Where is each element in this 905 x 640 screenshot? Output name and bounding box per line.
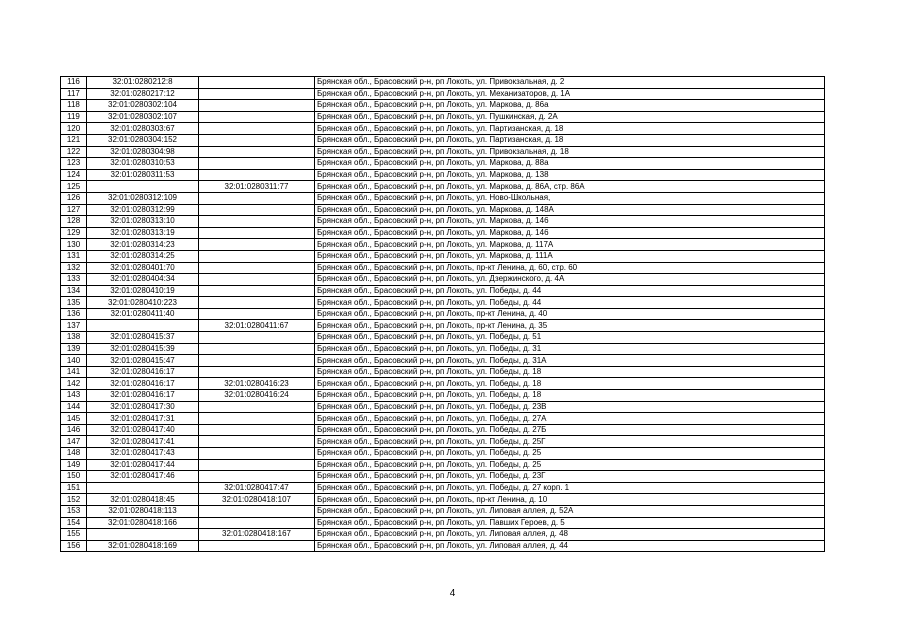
row-number-cell: 149 [61,459,87,471]
table-body [61,77,825,552]
address-cell: Брянская обл., Брасовский р-н, рп Локоть, ул. Победы, д. 18 [315,366,825,378]
row-number-cell: 126 [61,192,87,204]
table-row [61,366,825,378]
cadastral-number-cell: 32:01:0280314:23 [87,239,199,251]
address-cell: Брянская обл., Брасовский р-н, рп Локоть, ул. Маркова, д. 111А [315,250,825,262]
linked-cadastral-number-cell: 32:01:0280418:167 [199,529,315,541]
cadastral-number-cell: 32:01:0280304:98 [87,146,199,158]
cadastral-table [60,76,825,552]
cadastral-number-cell: 32:01:0280416:17 [87,378,199,390]
row-number-cell: 155 [61,529,87,541]
table-row [61,227,825,239]
cadastral-number-cell: 32:01:0280418:113 [87,505,199,517]
cadastral-number-cell: 32:01:0280417:43 [87,448,199,460]
address-cell: Брянская обл., Брасовский р-н, рп Локоть, ул. Победы, д. 27 корп. 1 [315,482,825,494]
address-cell: Брянская обл., Брасовский р-н, рп Локоть, ул. Победы, д. 25 [315,459,825,471]
linked-cadastral-number-cell [199,216,315,228]
table-row [61,529,825,541]
row-number-cell: 139 [61,343,87,355]
linked-cadastral-number-cell [199,146,315,158]
table-row [61,262,825,274]
table-row [61,158,825,170]
address-cell: Брянская обл., Брасовский р-н, рп Локоть, ул. Маркова, д. 146 [315,216,825,228]
linked-cadastral-number-cell [199,343,315,355]
linked-cadastral-number-cell: 32:01:0280417:47 [199,482,315,494]
address-cell: Брянская обл., Брасовский р-н, рп Локоть, ул. Маркова, д. 86А, стр. 86А [315,181,825,193]
cadastral-number-cell: 32:01:0280411:40 [87,308,199,320]
cadastral-number-cell: 32:01:0280312:99 [87,204,199,216]
table-row [61,424,825,436]
row-number-cell: 121 [61,134,87,146]
table-row [61,146,825,158]
linked-cadastral-number-cell [199,285,315,297]
linked-cadastral-number-cell [199,540,315,552]
address-cell: Брянская обл., Брасовский р-н, рп Локоть, ул. Победы, д. 23В [315,401,825,413]
address-cell: Брянская обл., Брасовский р-н, рп Локоть, ул. Победы, д. 18 [315,378,825,390]
table-row [61,517,825,529]
cadastral-number-cell: 32:01:0280417:41 [87,436,199,448]
cadastral-number-cell: 32:01:0280415:39 [87,343,199,355]
address-cell: Брянская обл., Брасовский р-н, рп Локоть, ул. Дзержинского, д. 4А [315,274,825,286]
row-number-cell: 135 [61,297,87,309]
table-row [61,77,825,89]
address-cell: Брянская обл., Брасовский р-н, рп Локоть, ул. Маркова, д. 86а [315,100,825,112]
address-cell: Брянская обл., Брасовский р-н, рп Локоть, ул. Липовая аллея, д. 48 [315,529,825,541]
cadastral-number-cell: 32:01:0280415:37 [87,332,199,344]
address-cell: Брянская обл., Брасовский р-н, рп Локоть, ул. Победы, д. 44 [315,285,825,297]
linked-cadastral-number-cell [199,505,315,517]
row-number-cell: 138 [61,332,87,344]
linked-cadastral-number-cell: 32:01:0280418:107 [199,494,315,506]
linked-cadastral-number-cell: 32:01:0280416:24 [199,390,315,402]
table-row [61,378,825,390]
linked-cadastral-number-cell [199,239,315,251]
cadastral-number-cell: 32:01:0280410:19 [87,285,199,297]
cadastral-number-cell: 32:01:0280312:109 [87,192,199,204]
row-number-cell: 124 [61,169,87,181]
table-row [61,482,825,494]
address-cell: Брянская обл., Брасовский р-н, рп Локоть, ул. Победы, д. 27Б [315,424,825,436]
row-number-cell: 153 [61,505,87,517]
linked-cadastral-number-cell [199,111,315,123]
linked-cadastral-number-cell: 32:01:0280411:67 [199,320,315,332]
cadastral-number-cell: 32:01:0280304:152 [87,134,199,146]
linked-cadastral-number-cell [199,297,315,309]
address-cell: Брянская обл., Брасовский р-н, рп Локоть, пр-кт Ленина, д. 35 [315,320,825,332]
address-cell: Брянская обл., Брасовский р-н, рп Локоть, ул. Победы, д. 31А [315,355,825,367]
row-number-cell: 152 [61,494,87,506]
table-row [61,390,825,402]
linked-cadastral-number-cell [199,204,315,216]
cadastral-number-cell [87,320,199,332]
linked-cadastral-number-cell: 32:01:0280416:23 [199,378,315,390]
address-cell: Брянская обл., Брасовский р-н, рп Локоть, ул. Победы, д. 27А [315,413,825,425]
row-number-cell: 154 [61,517,87,529]
row-number-cell: 140 [61,355,87,367]
row-number-cell: 142 [61,378,87,390]
row-number-cell: 123 [61,158,87,170]
table-row [61,355,825,367]
table-row [61,343,825,355]
table-row [61,297,825,309]
address-cell: Брянская обл., Брасовский р-н, рп Локоть, ул. Победы, д. 51 [315,332,825,344]
row-number-cell: 150 [61,471,87,483]
linked-cadastral-number-cell [199,401,315,413]
linked-cadastral-number-cell [199,355,315,367]
linked-cadastral-number-cell [199,250,315,262]
address-cell: Брянская обл., Брасовский р-н, рп Локоть, ул. Победы, д. 25Г [315,436,825,448]
cadastral-number-cell: 32:01:0280416:17 [87,390,199,402]
cadastral-number-cell: 32:01:0280302:107 [87,111,199,123]
table-row [61,250,825,262]
cadastral-number-cell: 32:01:0280417:31 [87,413,199,425]
cadastral-number-cell: 32:01:0280314:25 [87,250,199,262]
row-number-cell: 131 [61,250,87,262]
linked-cadastral-number-cell [199,227,315,239]
linked-cadastral-number-cell [199,77,315,89]
row-number-cell: 133 [61,274,87,286]
cadastral-number-cell: 32:01:0280217:12 [87,88,199,100]
cadastral-number-cell: 32:01:0280417:46 [87,471,199,483]
address-cell: Брянская обл., Брасовский р-н, рп Локоть, ул. Липовая аллея, д. 44 [315,540,825,552]
linked-cadastral-number-cell [199,471,315,483]
table-row [61,505,825,517]
table-row [61,471,825,483]
cadastral-number-cell: 32:01:0280417:44 [87,459,199,471]
linked-cadastral-number-cell [199,134,315,146]
table-row [61,181,825,193]
address-cell: Брянская обл., Брасовский р-н, рп Локоть, пр-кт Ленина, д. 10 [315,494,825,506]
row-number-cell: 143 [61,390,87,402]
cadastral-number-cell: 32:01:0280415:47 [87,355,199,367]
linked-cadastral-number-cell [199,123,315,135]
linked-cadastral-number-cell [199,332,315,344]
row-number-cell: 125 [61,181,87,193]
table-row [61,204,825,216]
address-cell: Брянская обл., Брасовский р-н, рп Локоть, ул. Маркова, д. 146 [315,227,825,239]
row-number-cell: 141 [61,366,87,378]
row-number-cell: 137 [61,320,87,332]
cadastral-number-cell: 32:01:0280418:45 [87,494,199,506]
cadastral-number-cell: 32:01:0280313:19 [87,227,199,239]
table-row [61,540,825,552]
row-number-cell: 145 [61,413,87,425]
table-row [61,169,825,181]
table-row [61,459,825,471]
address-cell: Брянская обл., Брасовский р-н, рп Локоть, ул. Победы, д. 25 [315,448,825,460]
linked-cadastral-number-cell [199,517,315,529]
row-number-cell: 116 [61,77,87,89]
address-cell: Брянская обл., Брасовский р-н, рп Локоть, ул. Победы, д. 23Г [315,471,825,483]
linked-cadastral-number-cell [199,169,315,181]
row-number-cell: 132 [61,262,87,274]
linked-cadastral-number-cell [199,262,315,274]
address-cell: Брянская обл., Брасовский р-н, рп Локоть, ул. Победы, д. 18 [315,390,825,402]
table-row [61,413,825,425]
table-row [61,239,825,251]
cadastral-number-cell: 32:01:0280417:40 [87,424,199,436]
linked-cadastral-number-cell [199,88,315,100]
linked-cadastral-number-cell [199,459,315,471]
linked-cadastral-number-cell [199,158,315,170]
cadastral-number-cell [87,529,199,541]
cadastral-number-cell: 32:01:0280410:223 [87,297,199,309]
row-number-cell: 134 [61,285,87,297]
cadastral-number-cell: 32:01:0280416:17 [87,366,199,378]
address-cell: Брянская обл., Брасовский р-н, рп Локоть, ул. Ново-Школьная, [315,192,825,204]
linked-cadastral-number-cell [199,424,315,436]
table-row [61,88,825,100]
cadastral-number-cell: 32:01:0280404:34 [87,274,199,286]
address-cell: Брянская обл., Брасовский р-н, рп Локоть, ул. Привокзальная, д. 2 [315,77,825,89]
row-number-cell: 156 [61,540,87,552]
row-number-cell: 151 [61,482,87,494]
cadastral-number-cell: 32:01:0280303:67 [87,123,199,135]
linked-cadastral-number-cell [199,100,315,112]
cadastral-number-cell [87,181,199,193]
row-number-cell: 119 [61,111,87,123]
row-number-cell: 144 [61,401,87,413]
table-row [61,100,825,112]
table-row [61,448,825,460]
address-cell: Брянская обл., Брасовский р-н, рп Локоть, ул. Павших Героев, д. 5 [315,517,825,529]
row-number-cell: 148 [61,448,87,460]
address-cell: Брянская обл., Брасовский р-н, рп Локоть, ул. Победы, д. 44 [315,297,825,309]
table-row [61,436,825,448]
table-row [61,274,825,286]
row-number-cell: 117 [61,88,87,100]
address-cell: Брянская обл., Брасовский р-н, рп Локоть, пр-кт Ленина, д. 40 [315,308,825,320]
cadastral-number-cell: 32:01:0280417:30 [87,401,199,413]
address-cell: Брянская обл., Брасовский р-н, рп Локоть, ул. Пушкинская, д. 2А [315,111,825,123]
linked-cadastral-number-cell [199,448,315,460]
row-number-cell: 136 [61,308,87,320]
address-cell: Брянская обл., Брасовский р-н, рп Локоть, пр-кт Ленина, д. 60, стр. 60 [315,262,825,274]
linked-cadastral-number-cell [199,366,315,378]
cadastral-number-cell [87,482,199,494]
address-cell: Брянская обл., Брасовский р-н, рп Локоть, ул. Маркова, д. 88а [315,158,825,170]
address-cell: Брянская обл., Брасовский р-н, рп Локоть, ул. Механизаторов, д. 1А [315,88,825,100]
cadastral-number-cell: 32:01:0280313:10 [87,216,199,228]
row-number-cell: 118 [61,100,87,112]
linked-cadastral-number-cell: 32:01:0280311:77 [199,181,315,193]
cadastral-number-cell: 32:01:0280302:104 [87,100,199,112]
row-number-cell: 128 [61,216,87,228]
cadastral-number-cell: 32:01:0280212:8 [87,77,199,89]
address-cell: Брянская обл., Брасовский р-н, рп Локоть, ул. Партизанская, д. 18 [315,123,825,135]
cadastral-number-cell: 32:01:0280311:53 [87,169,199,181]
cadastral-number-cell: 32:01:0280310:53 [87,158,199,170]
page-number: 4 [449,588,456,599]
row-number-cell: 122 [61,146,87,158]
table-row [61,494,825,506]
row-number-cell: 130 [61,239,87,251]
address-cell: Брянская обл., Брасовский р-н, рп Локоть, ул. Маркова, д. 138 [315,169,825,181]
linked-cadastral-number-cell [199,413,315,425]
table-row [61,285,825,297]
table-row [61,216,825,228]
table-row [61,332,825,344]
address-cell: Брянская обл., Брасовский р-н, рп Локоть, ул. Маркова, д. 148А [315,204,825,216]
table-row [61,320,825,332]
address-cell: Брянская обл., Брасовский р-н, рп Локоть, ул. Маркова, д. 117А [315,239,825,251]
linked-cadastral-number-cell [199,436,315,448]
table-row [61,134,825,146]
cadastral-number-cell: 32:01:0280418:166 [87,517,199,529]
row-number-cell: 127 [61,204,87,216]
cadastral-number-cell: 32:01:0280418:169 [87,540,199,552]
linked-cadastral-number-cell [199,308,315,320]
table-row [61,192,825,204]
table-row [61,111,825,123]
address-cell: Брянская обл., Брасовский р-н, рп Локоть, ул. Победы, д. 31 [315,343,825,355]
cadastral-number-cell: 32:01:0280401:70 [87,262,199,274]
address-cell: Брянская обл., Брасовский р-н, рп Локоть, ул. Партизанская, д. 18 [315,134,825,146]
address-cell: Брянская обл., Брасовский р-н, рп Локоть, ул. Привокзальная, д. 18 [315,146,825,158]
linked-cadastral-number-cell [199,274,315,286]
row-number-cell: 147 [61,436,87,448]
row-number-cell: 120 [61,123,87,135]
linked-cadastral-number-cell [199,192,315,204]
row-number-cell: 129 [61,227,87,239]
address-cell: Брянская обл., Брасовский р-н, рп Локоть, ул. Липовая аллея, д. 52А [315,505,825,517]
table-row [61,123,825,135]
row-number-cell: 146 [61,424,87,436]
table-row [61,308,825,320]
table-row [61,401,825,413]
